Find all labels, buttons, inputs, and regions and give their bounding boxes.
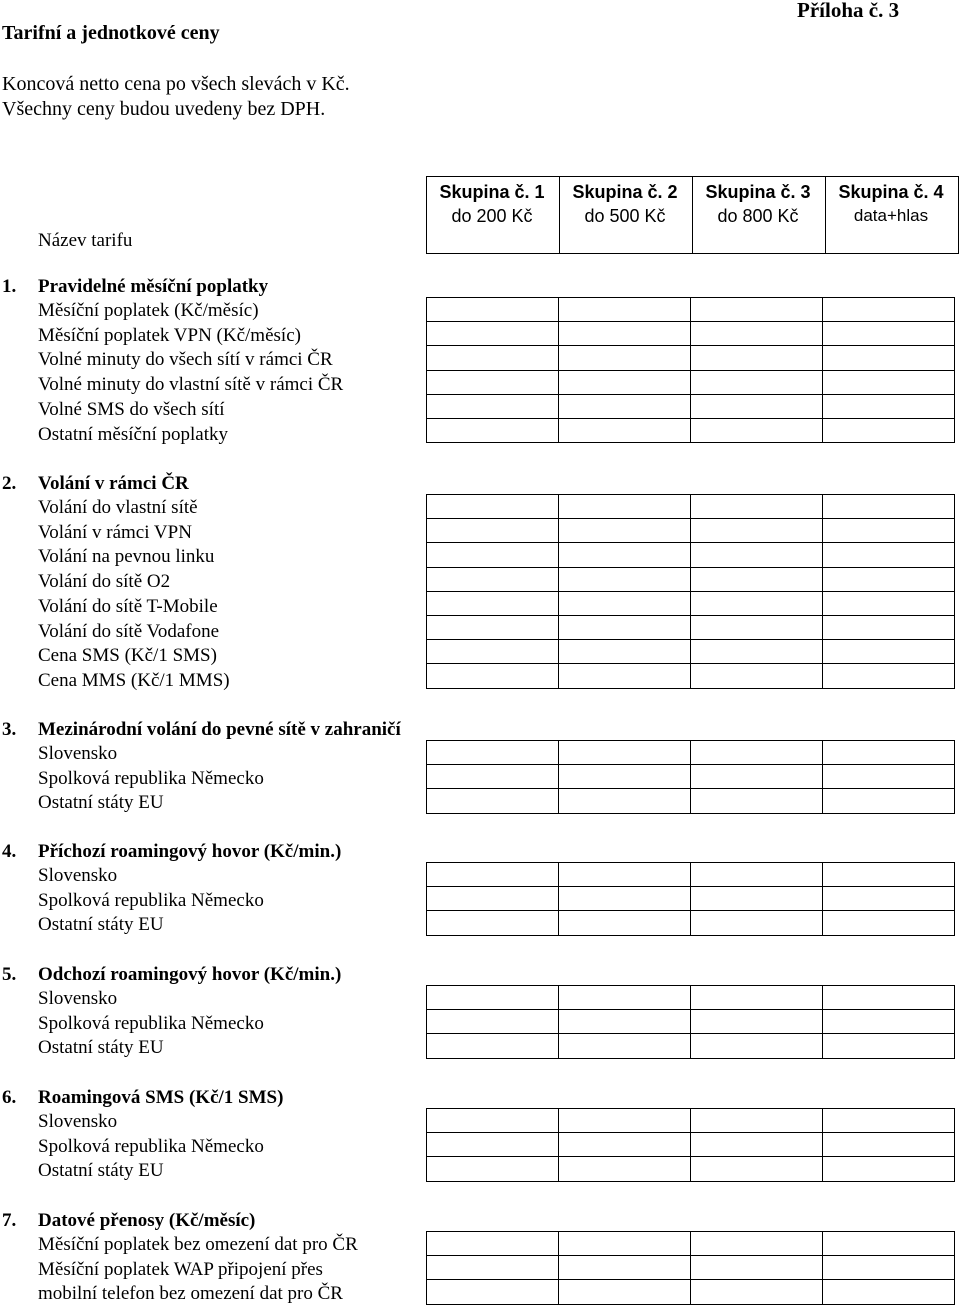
price-cell[interactable] xyxy=(823,1256,955,1280)
price-cell[interactable] xyxy=(691,640,823,664)
price-cell[interactable] xyxy=(691,1133,823,1157)
table-row xyxy=(427,322,955,346)
table-row xyxy=(427,741,955,765)
price-cell[interactable] xyxy=(691,1256,823,1280)
section-number: 4. xyxy=(2,841,17,862)
price-grid xyxy=(426,740,955,814)
price-cell[interactable] xyxy=(823,346,955,370)
price-cell[interactable] xyxy=(559,1280,691,1304)
price-cell[interactable] xyxy=(559,346,691,370)
price-cell[interactable] xyxy=(823,1280,955,1304)
price-grid xyxy=(426,297,955,443)
price-cell[interactable] xyxy=(559,640,691,664)
section-heading: Roamingová SMS (Kč/1 SMS) xyxy=(38,1087,284,1108)
price-cell[interactable] xyxy=(427,911,559,935)
document-title: Tarifní a jednotkové ceny xyxy=(2,22,220,44)
price-cell[interactable] xyxy=(427,1232,559,1256)
table-row xyxy=(427,1280,955,1304)
price-cell[interactable] xyxy=(823,887,955,911)
row-label: Volání do sítě O2 xyxy=(38,571,171,593)
price-cell[interactable] xyxy=(691,615,823,639)
price-cell[interactable] xyxy=(823,1109,955,1133)
price-cell[interactable] xyxy=(559,418,691,442)
price-cell[interactable] xyxy=(559,298,691,322)
row-label: Spolková republika Německo xyxy=(38,1135,264,1157)
price-cell[interactable] xyxy=(427,519,559,543)
price-cell[interactable] xyxy=(559,765,691,789)
table-row xyxy=(427,567,955,591)
price-cell[interactable] xyxy=(559,519,691,543)
table-row xyxy=(427,370,955,394)
row-label: Volání v rámci VPN xyxy=(38,521,192,543)
price-cell[interactable] xyxy=(559,1034,691,1058)
row-label: Spolková republika Německo xyxy=(38,1012,264,1034)
price-cell[interactable] xyxy=(823,1232,955,1256)
price-cell[interactable] xyxy=(691,1109,823,1133)
table-row xyxy=(427,1034,955,1058)
price-cell[interactable] xyxy=(427,591,559,615)
price-cell[interactable] xyxy=(427,370,559,394)
price-cell[interactable] xyxy=(823,1010,955,1034)
price-cell[interactable] xyxy=(427,298,559,322)
row-label: Ostatní státy EU xyxy=(38,914,164,936)
price-cell[interactable] xyxy=(427,1010,559,1034)
section-number: 2. xyxy=(2,473,17,494)
price-cell[interactable] xyxy=(559,741,691,765)
price-cell[interactable] xyxy=(559,1157,691,1181)
price-cell[interactable] xyxy=(427,664,559,688)
price-cell[interactable] xyxy=(427,640,559,664)
price-cell[interactable] xyxy=(427,615,559,639)
table-row xyxy=(427,298,955,322)
section-number: 3. xyxy=(2,719,17,740)
price-cell[interactable] xyxy=(691,887,823,911)
price-cell[interactable] xyxy=(691,370,823,394)
row-label: Ostatní státy EU xyxy=(38,792,164,814)
price-cell[interactable] xyxy=(427,567,559,591)
column-header-group-4 xyxy=(825,180,957,228)
row-label: Ostatní státy EU xyxy=(38,1160,164,1182)
price-cell[interactable] xyxy=(427,322,559,346)
price-cell[interactable] xyxy=(559,1256,691,1280)
price-cell[interactable] xyxy=(691,519,823,543)
column-group-label: Skupina č. 2 xyxy=(572,182,678,202)
price-cell[interactable] xyxy=(823,741,955,765)
row-label: Volání do sítě T-Mobile xyxy=(38,595,218,617)
table-row xyxy=(427,346,955,370)
price-cell[interactable] xyxy=(823,911,955,935)
section-title xyxy=(2,964,341,986)
price-cell[interactable] xyxy=(691,543,823,567)
section-heading: Datové přenosy (Kč/měsíc) xyxy=(38,1210,256,1231)
price-cell[interactable] xyxy=(559,543,691,567)
price-cell[interactable] xyxy=(823,543,955,567)
row-label: Ostatní státy EU xyxy=(38,1037,164,1059)
table-row xyxy=(427,495,955,519)
row-label: Cena MMS (Kč/1 MMS) xyxy=(38,669,230,691)
price-cell[interactable] xyxy=(691,986,823,1010)
price-cell[interactable] xyxy=(691,789,823,813)
column-header-group-3 xyxy=(692,180,824,228)
row-label: Volání do sítě Vodafone xyxy=(38,620,220,642)
table-row xyxy=(427,591,955,615)
row-label: Volné SMS do všech sítí xyxy=(38,398,225,420)
table-row xyxy=(427,1256,955,1280)
price-cell[interactable] xyxy=(559,615,691,639)
table-row xyxy=(427,789,955,813)
row-label: Volné minuty do vlastní sítě v rámci ČR xyxy=(38,374,344,396)
column-sub-label: data+hlas xyxy=(853,206,929,225)
price-grid xyxy=(426,1231,955,1305)
annex-label: Příloha č. 3 xyxy=(797,0,900,22)
price-cell[interactable] xyxy=(823,495,955,519)
table-row xyxy=(427,418,955,442)
price-cell[interactable] xyxy=(823,863,955,887)
section-heading: Mezinárodní volání do pevné sítě v zahraničí xyxy=(38,719,401,740)
price-cell[interactable] xyxy=(823,1034,955,1058)
section-title xyxy=(2,719,401,741)
tariff-name-header: Název tarifu xyxy=(38,230,133,251)
column-header-group-2 xyxy=(559,180,691,228)
price-cell[interactable] xyxy=(427,346,559,370)
price-cell[interactable] xyxy=(427,1034,559,1058)
price-cell[interactable] xyxy=(559,664,691,688)
price-cell[interactable] xyxy=(427,543,559,567)
price-cell[interactable] xyxy=(559,863,691,887)
price-cell[interactable] xyxy=(559,591,691,615)
price-grid xyxy=(426,862,955,936)
table-row xyxy=(427,664,955,688)
table-row xyxy=(427,911,955,935)
price-cell[interactable] xyxy=(559,370,691,394)
section-number: 7. xyxy=(2,1210,17,1231)
price-cell[interactable] xyxy=(691,1157,823,1181)
price-cell[interactable] xyxy=(427,495,559,519)
price-cell[interactable] xyxy=(691,346,823,370)
column-header-group-1 xyxy=(426,180,558,228)
table-row xyxy=(427,1157,955,1181)
section-title xyxy=(2,276,268,298)
price-cell[interactable] xyxy=(823,322,955,346)
section-title xyxy=(2,841,341,863)
row-label: Cena SMS (Kč/1 SMS) xyxy=(38,645,217,667)
price-cell[interactable] xyxy=(427,1133,559,1157)
column-sub-label: do 500 Kč xyxy=(584,206,666,226)
column-group-label: Skupina č. 1 xyxy=(439,182,545,202)
table-row xyxy=(427,394,955,418)
table-row xyxy=(427,640,955,664)
price-cell[interactable] xyxy=(427,394,559,418)
price-cell[interactable] xyxy=(559,1109,691,1133)
price-cell[interactable] xyxy=(823,640,955,664)
table-row xyxy=(427,519,955,543)
price-cell[interactable] xyxy=(559,1010,691,1034)
price-cell[interactable] xyxy=(559,911,691,935)
section-heading: Pravidelné měsíční poplatky xyxy=(38,276,269,297)
section-heading: Volání v rámci ČR xyxy=(38,473,189,494)
row-label: Volání do vlastní sítě xyxy=(38,497,198,518)
table-row xyxy=(427,765,955,789)
price-cell[interactable] xyxy=(823,765,955,789)
column-group-label: Skupina č. 3 xyxy=(705,182,811,202)
section-number: 6. xyxy=(2,1087,17,1108)
row-label: Slovensko xyxy=(38,743,118,764)
column-sub-label: do 800 Kč xyxy=(717,206,799,226)
row-label: Měsíční poplatek bez omezení dat pro ČR xyxy=(38,1234,358,1255)
intro-line-2: Všechny ceny budou uvedeny bez DPH. xyxy=(2,98,326,120)
price-cell[interactable] xyxy=(427,863,559,887)
row-label: Volné minuty do všech sítí v rámci ČR xyxy=(38,349,333,371)
table-row xyxy=(427,986,955,1010)
section-title xyxy=(2,1087,283,1109)
table-row xyxy=(427,1232,955,1256)
price-cell[interactable] xyxy=(559,887,691,911)
price-cell[interactable] xyxy=(691,741,823,765)
price-cell[interactable] xyxy=(823,615,955,639)
price-cell[interactable] xyxy=(559,495,691,519)
table-row xyxy=(427,1109,955,1133)
price-cell[interactable] xyxy=(427,887,559,911)
price-grid xyxy=(426,494,955,689)
price-cell[interactable] xyxy=(691,765,823,789)
table-row xyxy=(427,1133,955,1157)
price-cell[interactable] xyxy=(427,418,559,442)
row-label: Slovensko xyxy=(38,1111,118,1132)
price-cell[interactable] xyxy=(559,567,691,591)
price-cell[interactable] xyxy=(691,664,823,688)
section-title xyxy=(2,473,189,495)
price-cell[interactable] xyxy=(691,911,823,935)
section-number: 1. xyxy=(2,276,17,297)
row-label: Volání na pevnou linku xyxy=(38,546,215,568)
price-cell[interactable] xyxy=(823,591,955,615)
price-cell[interactable] xyxy=(823,986,955,1010)
price-cell[interactable] xyxy=(691,863,823,887)
section-title xyxy=(2,1210,255,1232)
price-cell[interactable] xyxy=(823,664,955,688)
column-group-label: Skupina č. 4 xyxy=(838,182,944,202)
row-label: Měsíční poplatek (Kč/měsíc) xyxy=(38,300,259,321)
section-heading: Příchozí roamingový hovor (Kč/min.) xyxy=(38,841,342,862)
price-cell[interactable] xyxy=(823,418,955,442)
price-cell[interactable] xyxy=(559,394,691,418)
section-heading: Odchozí roamingový hovor (Kč/min.) xyxy=(38,964,342,985)
price-cell[interactable] xyxy=(427,741,559,765)
price-cell[interactable] xyxy=(823,1157,955,1181)
intro-line-1: Koncová netto cena po všech slevách v Kč. xyxy=(2,73,350,95)
row-label: Měsíční poplatek WAP připojení přes xyxy=(38,1258,323,1280)
price-cell[interactable] xyxy=(823,1133,955,1157)
table-row xyxy=(427,887,955,911)
row-label: mobilní telefon bez omezení dat pro ČR xyxy=(38,1283,343,1305)
price-cell[interactable] xyxy=(691,1280,823,1304)
price-cell[interactable] xyxy=(823,394,955,418)
price-cell[interactable] xyxy=(427,789,559,813)
row-label: Slovensko xyxy=(38,865,118,886)
price-cell[interactable] xyxy=(559,1133,691,1157)
table-row xyxy=(427,543,955,567)
price-cell[interactable] xyxy=(559,986,691,1010)
price-cell[interactable] xyxy=(691,394,823,418)
price-cell[interactable] xyxy=(691,591,823,615)
price-cell[interactable] xyxy=(427,1157,559,1181)
table-row xyxy=(427,1010,955,1034)
price-cell[interactable] xyxy=(823,298,955,322)
price-grid xyxy=(426,985,955,1059)
section-number: 5. xyxy=(2,964,17,985)
price-cell[interactable] xyxy=(691,495,823,519)
price-cell[interactable] xyxy=(691,1034,823,1058)
price-cell[interactable] xyxy=(823,567,955,591)
price-cell[interactable] xyxy=(691,418,823,442)
price-cell[interactable] xyxy=(823,789,955,813)
price-cell[interactable] xyxy=(691,322,823,346)
price-cell[interactable] xyxy=(559,1232,691,1256)
column-sub-label: do 200 Kč xyxy=(451,206,533,226)
price-cell[interactable] xyxy=(691,567,823,591)
price-cell[interactable] xyxy=(427,986,559,1010)
price-cell[interactable] xyxy=(823,519,955,543)
price-cell[interactable] xyxy=(559,322,691,346)
table-row xyxy=(427,615,955,639)
price-cell[interactable] xyxy=(691,298,823,322)
row-label: Měsíční poplatek VPN (Kč/měsíc) xyxy=(38,324,301,346)
price-cell[interactable] xyxy=(559,789,691,813)
price-cell[interactable] xyxy=(427,1280,559,1304)
row-label: Spolková republika Německo xyxy=(38,889,264,911)
price-cell[interactable] xyxy=(823,370,955,394)
table-row xyxy=(427,863,955,887)
price-cell[interactable] xyxy=(427,1109,559,1133)
price-grid xyxy=(426,1108,955,1182)
row-label: Ostatní měsíční poplatky xyxy=(38,423,228,445)
price-cell[interactable] xyxy=(691,1232,823,1256)
price-cell[interactable] xyxy=(691,1010,823,1034)
price-cell[interactable] xyxy=(427,765,559,789)
row-label: Spolková republika Německo xyxy=(38,767,264,789)
row-label: Slovensko xyxy=(38,988,118,1009)
price-cell[interactable] xyxy=(427,1256,559,1280)
